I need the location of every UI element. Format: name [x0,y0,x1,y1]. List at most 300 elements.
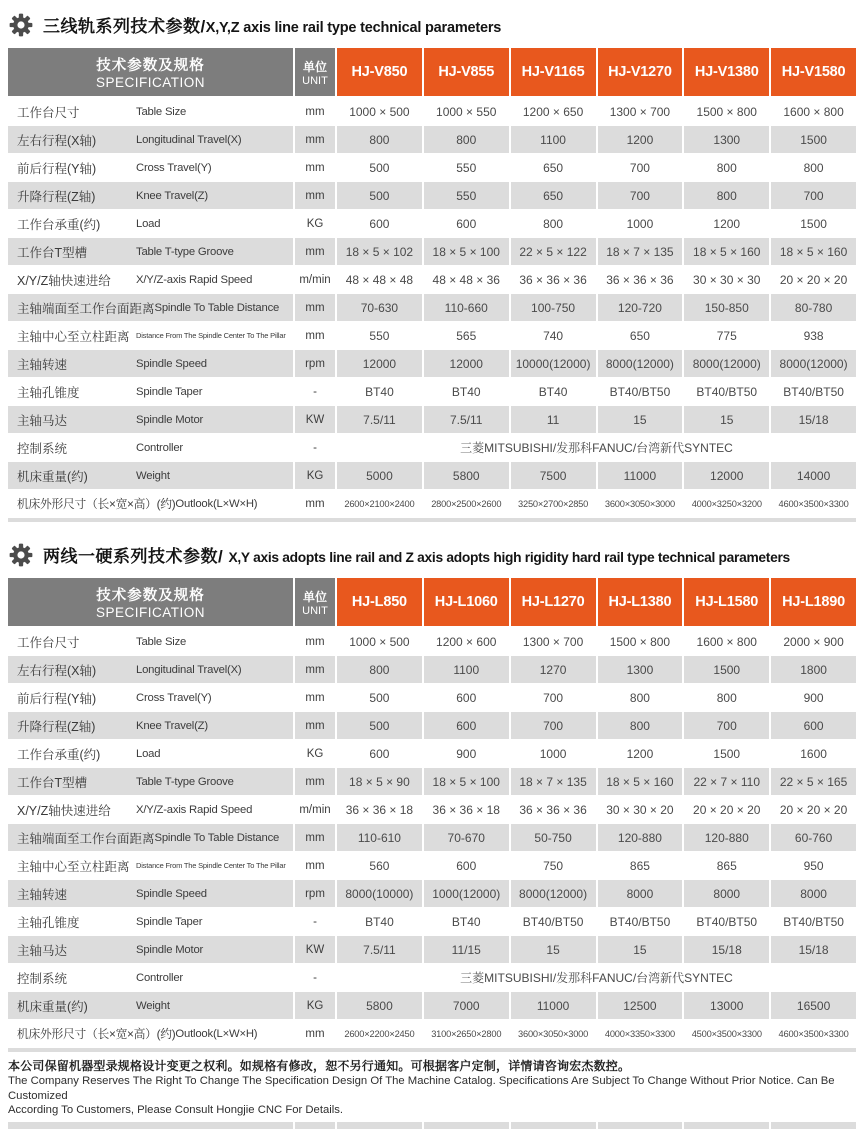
row-label-cell [8,796,293,823]
cropped-row-cell [8,1122,293,1129]
value-cell: 13000 [684,992,769,1019]
row-label-cell [8,824,293,851]
value-cell: 550 [424,154,509,181]
value-cell: BT40/BT50 [511,908,596,935]
cropped-row-cell [424,1122,509,1129]
value-cell: 4500×3500×3300 [684,1020,769,1047]
value-cell: 15/18 [684,936,769,963]
value-cell: 800 [598,684,683,711]
value-cell: 8000(12000) [771,350,856,377]
value-cell: 2600×2200×2450 [337,1020,422,1047]
spec-header-label-cn: 技术参数及规格 [96,588,205,604]
unit-cell: m/min [295,796,335,823]
model-header-cell: HJ-L1060 [424,578,509,626]
value-cell: 14000 [771,462,856,489]
unit-cell: mm [295,684,335,711]
row-label-en: Load [136,747,161,760]
footer-disclaimer [8,1058,856,1118]
value-cell: 8000 [684,880,769,907]
value-cell: 800 [424,126,509,153]
unit-cell: mm [295,852,335,879]
row-label-cell [8,490,293,517]
row-label-en: Outlook(L×W×H) [175,497,258,510]
table-row [8,712,856,739]
row-label-cell [8,322,293,349]
unit-cell: mm [295,712,335,739]
row-label-cell [8,684,293,711]
value-cell: 36 × 36 × 36 [511,266,596,293]
value-cell: 500 [337,712,422,739]
row-label-cell [8,768,293,795]
value-cell: 120-720 [598,294,683,321]
value-cell: 700 [511,684,596,711]
unit-cell: rpm [295,880,335,907]
value-cell: 1300 [684,126,769,153]
value-cell: 3250×2700×2850 [511,490,596,517]
value-cell: 1500 [771,126,856,153]
row-label-en: Weight [136,469,170,482]
unit-cell: mm [295,98,335,125]
cropped-row-cell [511,1122,596,1129]
value-cell: 36 × 36 × 36 [598,266,683,293]
unit-cell: KW [295,406,335,433]
unit-cell: mm [295,154,335,181]
row-label-cell [8,182,293,209]
row-label-cell [8,238,293,265]
row-label-cn: 控制系统 [17,971,68,986]
table-row [8,656,856,683]
value-cell: 30 × 30 × 20 [598,796,683,823]
value-cell: 560 [337,852,422,879]
value-cell: 1500 [771,210,856,237]
value-cell: 1600 [771,740,856,767]
unit-cell: KG [295,210,335,237]
table-row [8,238,856,265]
value-cell: 1200 [598,126,683,153]
row-label-cn: 升降行程(Z轴) [17,719,96,734]
value-cell: 18 × 5 × 90 [337,768,422,795]
unit-header-cell [295,48,335,96]
value-cell: 7.5/11 [424,406,509,433]
unit-cell: mm [295,322,335,349]
value-cell: 500 [337,182,422,209]
value-cell: 8000 [598,880,683,907]
value-cell: 18 × 5 × 160 [598,768,683,795]
model-header-cell: HJ-V850 [337,48,422,96]
value-cell: 1200 [684,210,769,237]
row-label-cn: 主轴端面至工作台面距离 [17,301,155,316]
value-cell: 865 [684,852,769,879]
row-label-en: Distance From The Spindle Center To The Pillar [136,861,286,870]
value-cell: 600 [424,210,509,237]
row-label-cn: 工作台尺寸 [17,635,80,650]
row-label-en: Controller [136,441,183,454]
row-label-cn: 工作台尺寸 [17,105,80,120]
row-label-cn: 工作台承重(约) [17,747,101,762]
row-label-en: Weight [136,999,170,1012]
model-header-cell: HJ-L1380 [598,578,683,626]
value-cell: 2600×2100×2400 [337,490,422,517]
table-row [8,908,856,935]
value-cell: 1200 [598,740,683,767]
value-cell: 1600 × 800 [684,628,769,655]
row-label-en: Spindle Speed [136,887,207,900]
value-cell: 5800 [424,462,509,489]
value-cell: 600 [771,712,856,739]
value-cell: 2000 × 900 [771,628,856,655]
row-label-en: X/Y/Z-axis Rapid Speed [136,803,253,816]
table-row [8,628,856,655]
unit-header-label-cn: 单位 [302,589,327,604]
gear-icon [8,12,34,38]
unit-cell: KG [295,992,335,1019]
value-cell: 20 × 20 × 20 [771,796,856,823]
row-label-cn: 主轴孔锥度 [17,915,80,930]
row-label-cell [8,154,293,181]
row-label-cn: 工作台T型槽 [17,245,88,260]
value-cell: 4000×3250×3200 [684,490,769,517]
table-row [8,964,856,991]
value-cell: 1100 [424,656,509,683]
row-label-en: Spindle Motor [136,413,204,426]
row-label-en: Knee Travel(Z) [136,189,208,202]
cropped-row-cell [771,1122,856,1129]
value-cell: 3600×3050×3000 [511,1020,596,1047]
row-label-cell [8,992,293,1019]
model-header-cell: HJ-V1165 [511,48,596,96]
value-cell: 600 [337,210,422,237]
value-cell: 2800×2500×2600 [424,490,509,517]
value-cell: 12500 [598,992,683,1019]
value-cell: 30 × 30 × 30 [684,266,769,293]
table-row [8,490,856,517]
value-cell: 18 × 5 × 102 [337,238,422,265]
value-cell: 7500 [511,462,596,489]
section-title-bar [8,10,856,40]
unit-cell: KG [295,740,335,767]
table-row [8,1020,856,1047]
value-cell: 16500 [771,992,856,1019]
row-label-cn: 主轴中心至立柱距离 [17,329,130,344]
unit-cell: m/min [295,266,335,293]
table-row [8,126,856,153]
value-cell: 18 × 5 × 100 [424,238,509,265]
value-cell: 15/18 [771,406,856,433]
row-label-en: Table T-type Groove [136,775,234,788]
value-cell: 7.5/11 [337,406,422,433]
value-cell: 20 × 20 × 20 [684,796,769,823]
value-cell: 150-850 [684,294,769,321]
value-cell: 18 × 5 × 160 [684,238,769,265]
value-cell: 110-610 [337,824,422,851]
unit-cell: mm [295,656,335,683]
unit-cell: mm [295,768,335,795]
value-cell: 865 [598,852,683,879]
cropped-row-cell [337,1122,422,1129]
row-label-cn: X/Y/Z轴快速进给 [17,803,111,818]
unit-cell: - [295,378,335,405]
value-cell: 5800 [337,992,422,1019]
row-label-cn: 主轴马达 [17,413,68,428]
row-label-cell [8,266,293,293]
value-cell: 950 [771,852,856,879]
cropped-next-row [8,1122,856,1129]
unit-cell: mm [295,490,335,517]
row-label-en: Longitudinal Travel(X) [136,663,242,676]
value-cell: 3600×3050×3000 [598,490,683,517]
value-cell: BT40/BT50 [771,908,856,935]
value-cell: 36 × 36 × 36 [511,796,596,823]
table-row [8,98,856,125]
value-cell: 3100×2650×2800 [424,1020,509,1047]
table-row [8,182,856,209]
unit-cell: - [295,434,335,461]
value-cell: 800 [771,154,856,181]
value-cell-span: 三菱MITSUBISHI/发那科FANUC/台湾新代SYNTEC [337,964,856,991]
model-header-cell: HJ-L1890 [771,578,856,626]
unit-cell: mm [295,238,335,265]
footer-line-en-2: According To Customers, Please Consult Hongjie CNC For Details. [8,1104,344,1116]
value-cell: 800 [337,126,422,153]
value-cell: 938 [771,322,856,349]
row-label-en: Spindle Taper [136,385,203,398]
table-header-row [8,578,856,626]
row-label-cell [8,964,293,991]
value-cell: 800 [511,210,596,237]
value-cell: 48 × 48 × 36 [424,266,509,293]
unit-cell: rpm [295,350,335,377]
value-cell: 12000 [337,350,422,377]
value-cell: BT40 [511,378,596,405]
row-label-en: Controller [136,971,183,984]
table-row [8,740,856,767]
spec-table-hard-rail [8,578,856,1052]
value-cell: 1800 [771,656,856,683]
row-label-cn: 主轴转速 [17,357,68,372]
value-cell: 15 [684,406,769,433]
row-label-cn: 机床重量(约) [17,469,88,484]
value-cell: 120-880 [598,824,683,851]
row-label-cn: 前后行程(Y轴) [17,691,97,706]
value-cell: 700 [598,154,683,181]
row-label-cell [8,628,293,655]
value-cell: 700 [684,712,769,739]
value-cell: BT40/BT50 [684,378,769,405]
table-row [8,322,856,349]
section-title-cn: 两线一硬系列技术参数/ [43,547,229,566]
value-cell: 1300 × 700 [598,98,683,125]
unit-cell: mm [295,824,335,851]
value-cell: 500 [337,684,422,711]
table-row [8,350,856,377]
value-cell: 700 [511,712,596,739]
model-header-cell: HJ-L1580 [684,578,769,626]
value-cell: 600 [424,684,509,711]
row-label-cell [8,434,293,461]
row-label-cn: 工作台承重(约) [17,217,101,232]
value-cell: 60-760 [771,824,856,851]
row-label-cell [8,740,293,767]
value-cell: BT40/BT50 [771,378,856,405]
row-label-cell [8,852,293,879]
unit-cell: mm [295,294,335,321]
row-label-cell [8,126,293,153]
value-cell: 650 [511,182,596,209]
row-label-en: Spindle Motor [136,943,204,956]
value-cell: 1300 × 700 [511,628,596,655]
model-header-cell: HJ-V1580 [771,48,856,96]
row-label-cn: 左右行程(X轴) [17,663,97,678]
value-cell: 22 × 7 × 110 [684,768,769,795]
table-row [8,154,856,181]
value-cell: 700 [771,182,856,209]
value-cell: 1300 [598,656,683,683]
table-bottom-border [8,1048,856,1052]
spec-header-label-en: SPECIFICATION [95,605,205,620]
row-label-cell [8,406,293,433]
value-cell: 550 [424,182,509,209]
model-header-cell: HJ-V1270 [598,48,683,96]
value-cell: 100-750 [511,294,596,321]
value-cell: BT40/BT50 [598,378,683,405]
table-row [8,796,856,823]
value-cell: 800 [684,684,769,711]
row-label-cn: 机床重量(约) [17,999,88,1014]
value-cell: 8000(12000) [511,880,596,907]
value-cell: 4000×3350×3300 [598,1020,683,1047]
value-cell: 8000(12000) [598,350,683,377]
value-cell: 1200 × 600 [424,628,509,655]
value-cell: 11/15 [424,936,509,963]
table-row [8,852,856,879]
value-cell: 50-750 [511,824,596,851]
table-row [8,880,856,907]
row-label-cell [8,294,293,321]
spec-header-label-cn: 技术参数及规格 [96,58,205,74]
table-header-row [8,48,856,96]
row-label-en: Spindle Taper [136,915,203,928]
section-title [43,541,790,569]
value-cell: 11 [511,406,596,433]
row-label-en: X/Y/Z-axis Rapid Speed [136,273,253,286]
row-label-cn: X/Y/Z轴快速进给 [17,273,111,288]
value-cell: 500 [337,154,422,181]
section-title-bar [8,540,856,570]
row-label-cell [8,1020,293,1047]
value-cell: 800 [684,182,769,209]
value-cell: 8000 [771,880,856,907]
row-label-cell [8,936,293,963]
value-cell: 1200 × 650 [511,98,596,125]
footer-line-en-1: The Company Reserves The Right To Change The Specification Design Of The Machine Catalog. Specifications Are Subject To Change Without Prior Notice. Can Be Customized [8,1075,835,1102]
row-label-en: Spindle To Table Distance [154,831,280,844]
row-label-cn: 主轴孔锥度 [17,385,80,400]
row-label-cell [8,378,293,405]
row-label-cn: 升降行程(Z轴) [17,189,96,204]
unit-cell: mm [295,628,335,655]
value-cell: 15 [511,936,596,963]
model-header-cell: HJ-V1380 [684,48,769,96]
table-row [8,462,856,489]
value-cell: 550 [337,322,422,349]
row-label-en: Table Size [136,635,187,648]
row-label-cn: 前后行程(Y轴) [17,161,97,176]
section-title [43,11,501,39]
value-cell: 1500 × 800 [684,98,769,125]
spec-header-cell [8,48,293,96]
value-cell: 1500 [684,656,769,683]
row-label-en: Knee Travel(Z) [136,719,208,732]
unit-cell: mm [295,182,335,209]
value-cell: 1500 × 800 [598,628,683,655]
value-cell: 70-670 [424,824,509,851]
value-cell: 1500 [684,740,769,767]
section-title-en: X,Y axis adopts line rail and Z axis adopts high rigidity hard rail type technical parameters [228,550,790,565]
unit-cell: mm [295,126,335,153]
row-label-cell [8,656,293,683]
unit-cell: mm [295,1020,335,1047]
row-label-en: Cross Travel(Y) [136,161,212,174]
value-cell-span: 三菱MITSUBISHI/发那科FANUC/台湾新代SYNTEC [337,434,856,461]
value-cell: 15 [598,936,683,963]
row-label-cn: 工作台T型槽 [17,775,88,790]
row-label-cn: 主轴转速 [17,887,68,902]
row-label-en: Distance From The Spindle Center To The Pillar [136,331,286,340]
footer-line-cn: 本公司保留机器型录规格设计变更之权利。如规格有修改，恕不另行通知。可根据客户定制，详情请咨询宏杰数控。 [8,1059,631,1073]
value-cell: 11000 [598,462,683,489]
value-cell: 22 × 5 × 165 [771,768,856,795]
value-cell: 120-880 [684,824,769,851]
value-cell: 1000(12000) [424,880,509,907]
row-label-en: Table T-type Groove [136,245,234,258]
value-cell: 750 [511,852,596,879]
model-header-cell: HJ-V855 [424,48,509,96]
model-header-cell: HJ-L850 [337,578,422,626]
value-cell: 1000 × 500 [337,98,422,125]
model-header-cell: HJ-L1270 [511,578,596,626]
value-cell: 18 × 5 × 160 [771,238,856,265]
row-label-cn: 机床外形尺寸（长×宽×高）(约) [17,497,176,511]
value-cell: 18 × 5 × 100 [424,768,509,795]
value-cell: BT40/BT50 [684,908,769,935]
value-cell: 4600×3500×3300 [771,1020,856,1047]
value-cell: 4600×3500×3300 [771,490,856,517]
table-row [8,824,856,851]
spec-header-label-en: SPECIFICATION [95,75,205,90]
value-cell: 15/18 [771,936,856,963]
cropped-row-cell [598,1122,683,1129]
value-cell: 900 [771,684,856,711]
value-cell: 800 [684,154,769,181]
row-label-cn: 机床外形尺寸（长×宽×高）(约) [17,1027,176,1041]
gear-icon [8,542,34,568]
value-cell: 22 × 5 × 122 [511,238,596,265]
value-cell: 740 [511,322,596,349]
value-cell: 5000 [337,462,422,489]
value-cell: 8000(10000) [337,880,422,907]
row-label-en: Cross Travel(Y) [136,691,212,704]
row-label-cn: 左右行程(X轴) [17,133,97,148]
value-cell: 600 [424,712,509,739]
value-cell: 900 [424,740,509,767]
value-cell: 800 [337,656,422,683]
value-cell: 1000 × 500 [337,628,422,655]
cropped-row-cell [684,1122,769,1129]
value-cell: 36 × 36 × 18 [424,796,509,823]
value-cell: 15 [598,406,683,433]
value-cell: 12000 [684,462,769,489]
value-cell: BT40/BT50 [598,908,683,935]
